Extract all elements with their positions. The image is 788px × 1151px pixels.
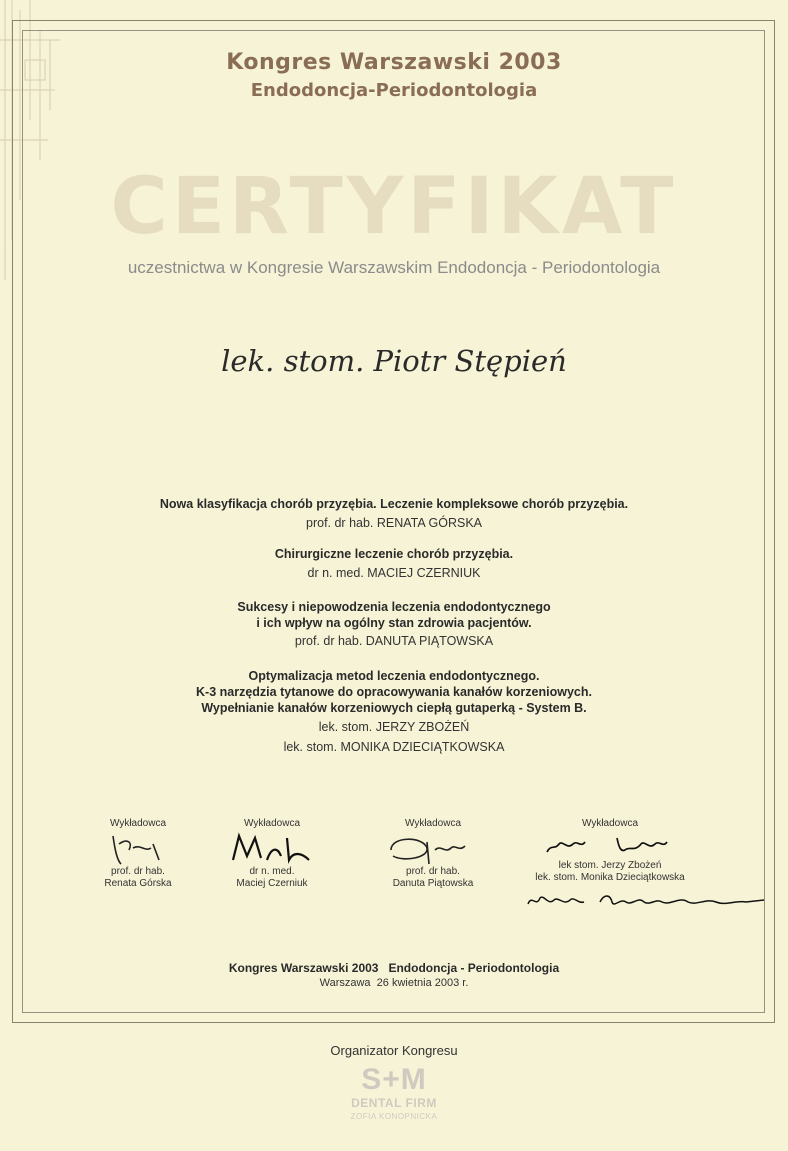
handwritten-signature <box>93 830 183 866</box>
lecture-title: Wypełnianie kanałów korzeniowych ciepłą gutaperką - System B. <box>201 701 587 715</box>
signature-role: Wykładowca <box>243 818 301 829</box>
organizer-logo-owner: ZOFIA KONOPNICKA <box>350 1112 438 1121</box>
lecturer-name: lek. stom. MONIKA DZIECIĄTKOWSKA <box>283 740 505 754</box>
signature-role: Wykładowca <box>581 818 639 829</box>
signature-name: Danuta Piątowska <box>392 878 474 889</box>
signature-role: Wykładowca <box>109 818 167 829</box>
signature-name: Maciej Czerniuk <box>236 878 308 889</box>
lecture-title: K-3 narzędzia tytanowe do opracowywania kanałów korzeniowych. <box>196 685 592 699</box>
signature-block-gorska <box>88 818 188 890</box>
lecturer-name: dr n. med. MACIEJ CZERNIUK <box>307 566 481 580</box>
signature-title: prof. dr hab. <box>111 866 165 877</box>
lecture-title: Sukcesy i niepowodzenia leczenia endodontycznego <box>237 600 551 614</box>
organizer-logo-subtitle: DENTAL FIRM <box>351 1096 437 1110</box>
lecturer-name: prof. dr hab. RENATA GÓRSKA <box>306 516 482 530</box>
handwritten-signature-dzieciatkowska <box>520 890 770 914</box>
congress-title: Kongres Warszawski 2003 <box>226 50 562 75</box>
lecturer-name: prof. dr hab. DANUTA PIĄTOWSKA <box>294 634 494 648</box>
lecture-1 <box>0 496 788 531</box>
signature-title: lek stom. Jerzy Zbożeń <box>558 860 662 871</box>
lecture-title: Chirurgiczne leczenie chorób przyzębia. <box>274 547 514 561</box>
recipient-name: lek. stom. Piotr Stępień <box>221 344 567 378</box>
handwritten-signature <box>383 830 483 866</box>
handwritten-signature <box>525 830 695 860</box>
congress-subtitle: Endodoncja-Periodontologia <box>250 80 538 101</box>
signature-title: dr n. med. <box>249 866 295 877</box>
lecture-4 <box>0 668 788 755</box>
lecture-title: Optymalizacja metod leczenia endodontycznego. <box>248 669 540 683</box>
certificate-title: CERTYFIKAT <box>110 162 678 252</box>
lecture-3 <box>0 599 788 649</box>
organizer-logo: S+M <box>361 1063 427 1096</box>
certificate-subtitle: uczestnictwa w Kongresie Warszawskim Endodoncja - Periodontologia <box>127 258 661 277</box>
lecture-2 <box>0 546 788 581</box>
lecture-title: Nowa klasyfikacja chorób przyzębia. Leczenie kompleksowe chorób przyzębia. <box>159 497 629 511</box>
organizer-label: Organizator Kongresu <box>330 1043 458 1058</box>
signature-name: Renata Górska <box>104 878 172 889</box>
lecture-title: i ich wpływ na ogólny stan zdrowia pacjentów. <box>256 616 532 630</box>
signature-block-zbozen-dzieciatkowska <box>520 818 700 884</box>
signature-role: Wykładowca <box>404 818 462 829</box>
signature-block-piatowska <box>378 818 488 890</box>
handwritten-signature <box>227 830 317 866</box>
signature-block-czerniuk <box>222 818 322 890</box>
footer-event: Kongres Warszawski 2003 Endodoncja - Periodontologia <box>228 961 560 975</box>
signature-title: prof. dr hab. <box>406 866 460 877</box>
lecturer-name: lek. stom. JERZY ZBOŻEŃ <box>318 720 470 734</box>
signature-name: lek. stom. Monika Dzieciątkowska <box>535 872 685 883</box>
footer-place-date: Warszawa 26 kwietnia 2003 r. <box>319 977 469 989</box>
